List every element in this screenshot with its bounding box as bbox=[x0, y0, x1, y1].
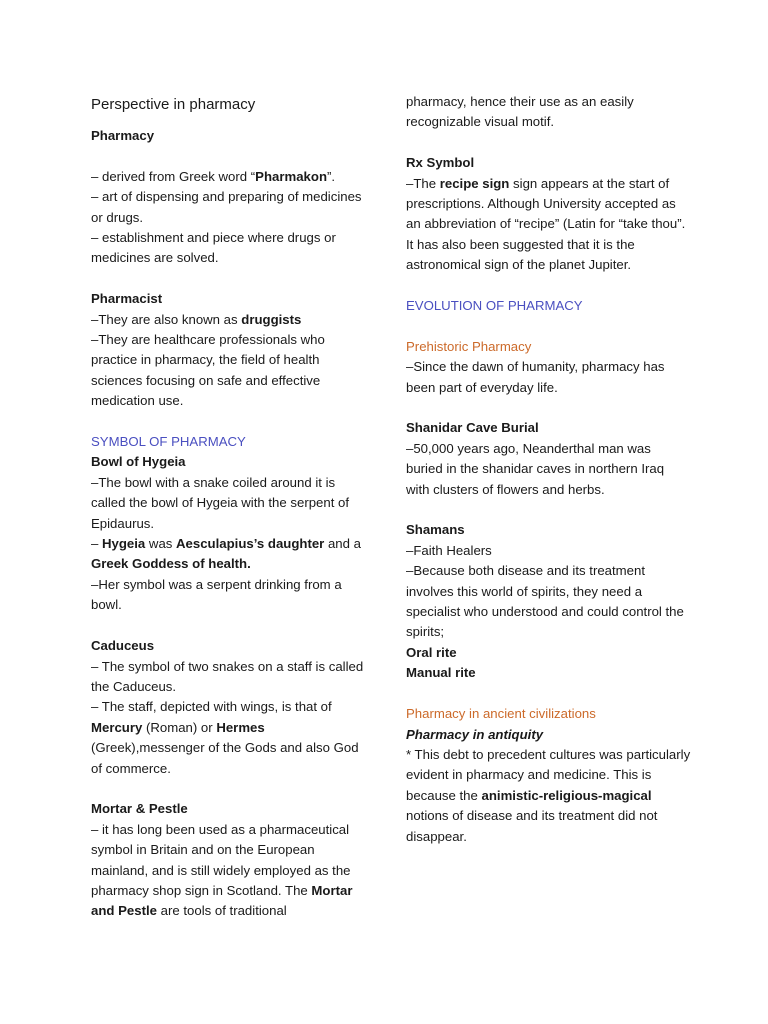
shamans-oral-rite: Oral rite bbox=[406, 644, 457, 660]
caduceus-line-2: – The staff, depicted with wings, is that of Mercury (Roman) or Hermes (Greek),messenger of the Gods and also God of commerce. bbox=[91, 699, 359, 776]
shamans-manual-rite: Manual rite bbox=[406, 665, 476, 681]
right-column bbox=[406, 92, 691, 847]
page-title: Perspective in pharmacy bbox=[91, 96, 256, 113]
pharmacy-line-1: – derived from Greek word “Pharmakon”. bbox=[91, 168, 336, 184]
evolution-section-heading: EVOLUTION OF PHARMACY bbox=[406, 298, 583, 314]
pharmacist-line-1: –They are also known as druggists bbox=[91, 311, 302, 327]
mortar-line-1: – it has long been used as a pharmaceutical symbol in Britain and on the European mainland, and is still widely employed as the pharmacy shop sign in Scotland. The Mortar and Pestle are tools of traditional bbox=[91, 821, 353, 919]
shamans-line-2: –Because both disease and its treatment involves this world of spirits, they need a specialist who understood and could control the spirits; bbox=[406, 563, 684, 640]
hygeia-line-2: – Hygeia was Aesculapius’s daughter and a Greek Goddess of health. bbox=[91, 536, 361, 572]
shanidar-line-1: –50,000 years ago, Neanderthal man was buried in the shanidar caves in northern Iraq with clusters of flowers and herbs. bbox=[406, 440, 665, 497]
rx-heading: Rx Symbol bbox=[406, 155, 475, 171]
mortar-heading: Mortar & Pestle bbox=[91, 801, 188, 817]
ancient-subheading: Pharmacy in antiquity bbox=[406, 726, 544, 742]
pharmacist-heading: Pharmacist bbox=[91, 291, 163, 307]
shamans-heading: Shamans bbox=[406, 522, 465, 538]
hygeia-heading: Bowl of Hygeia bbox=[91, 454, 186, 470]
caduceus-line-1: – The symbol of two snakes on a staff is called the Caduceus. bbox=[91, 658, 364, 694]
shanidar-heading: Shanidar Cave Burial bbox=[406, 420, 539, 436]
left-column bbox=[91, 0, 366, 922]
prehistoric-heading: Prehistoric Pharmacy bbox=[406, 338, 532, 354]
rx-line-1: –The recipe sign sign appears at the start of prescriptions. Although University accepted as an abbreviation of “recipe” (Latin for “take thou”. It has also been suggested that it is the astronomical sign of the planet Jupiter. bbox=[406, 175, 686, 273]
symbol-section-heading: SYMBOL OF PHARMACY bbox=[91, 434, 246, 450]
pharmacy-line-2: – art of dispensing and preparing of medicines or drugs. bbox=[91, 189, 362, 225]
ancient-heading: Pharmacy in ancient civilizations bbox=[406, 706, 596, 722]
ancient-line-1: * This debt to precedent cultures was particularly evident in pharmacy and medicine. This is because the animistic-religious-magical notions of disease and its treatment did not disappear. bbox=[406, 746, 691, 844]
pharmacy-heading: Pharmacy bbox=[91, 128, 155, 143]
mortar-continuation: pharmacy, hence their use as an easily recognizable visual motif. bbox=[406, 94, 634, 130]
prehistoric-line-1: –Since the dawn of humanity, pharmacy has been part of everyday life. bbox=[406, 359, 665, 395]
pharmacy-line-3: – establishment and piece where drugs or medicines are solved. bbox=[91, 230, 336, 266]
pharmacist-line-2: –They are healthcare professionals who practice in pharmacy, the field of health sciences focusing on safe and effective medication use. bbox=[91, 332, 325, 409]
hygeia-line-1: –The bowl with a snake coiled around it is called the bowl of Hygeia with the serpent of Epidaurus. bbox=[91, 474, 350, 531]
caduceus-heading: Caduceus bbox=[91, 638, 155, 654]
shamans-line-1: –Faith Healers bbox=[406, 542, 492, 558]
hygeia-line-3: –Her symbol was a serpent drinking from a bowl. bbox=[91, 576, 342, 613]
